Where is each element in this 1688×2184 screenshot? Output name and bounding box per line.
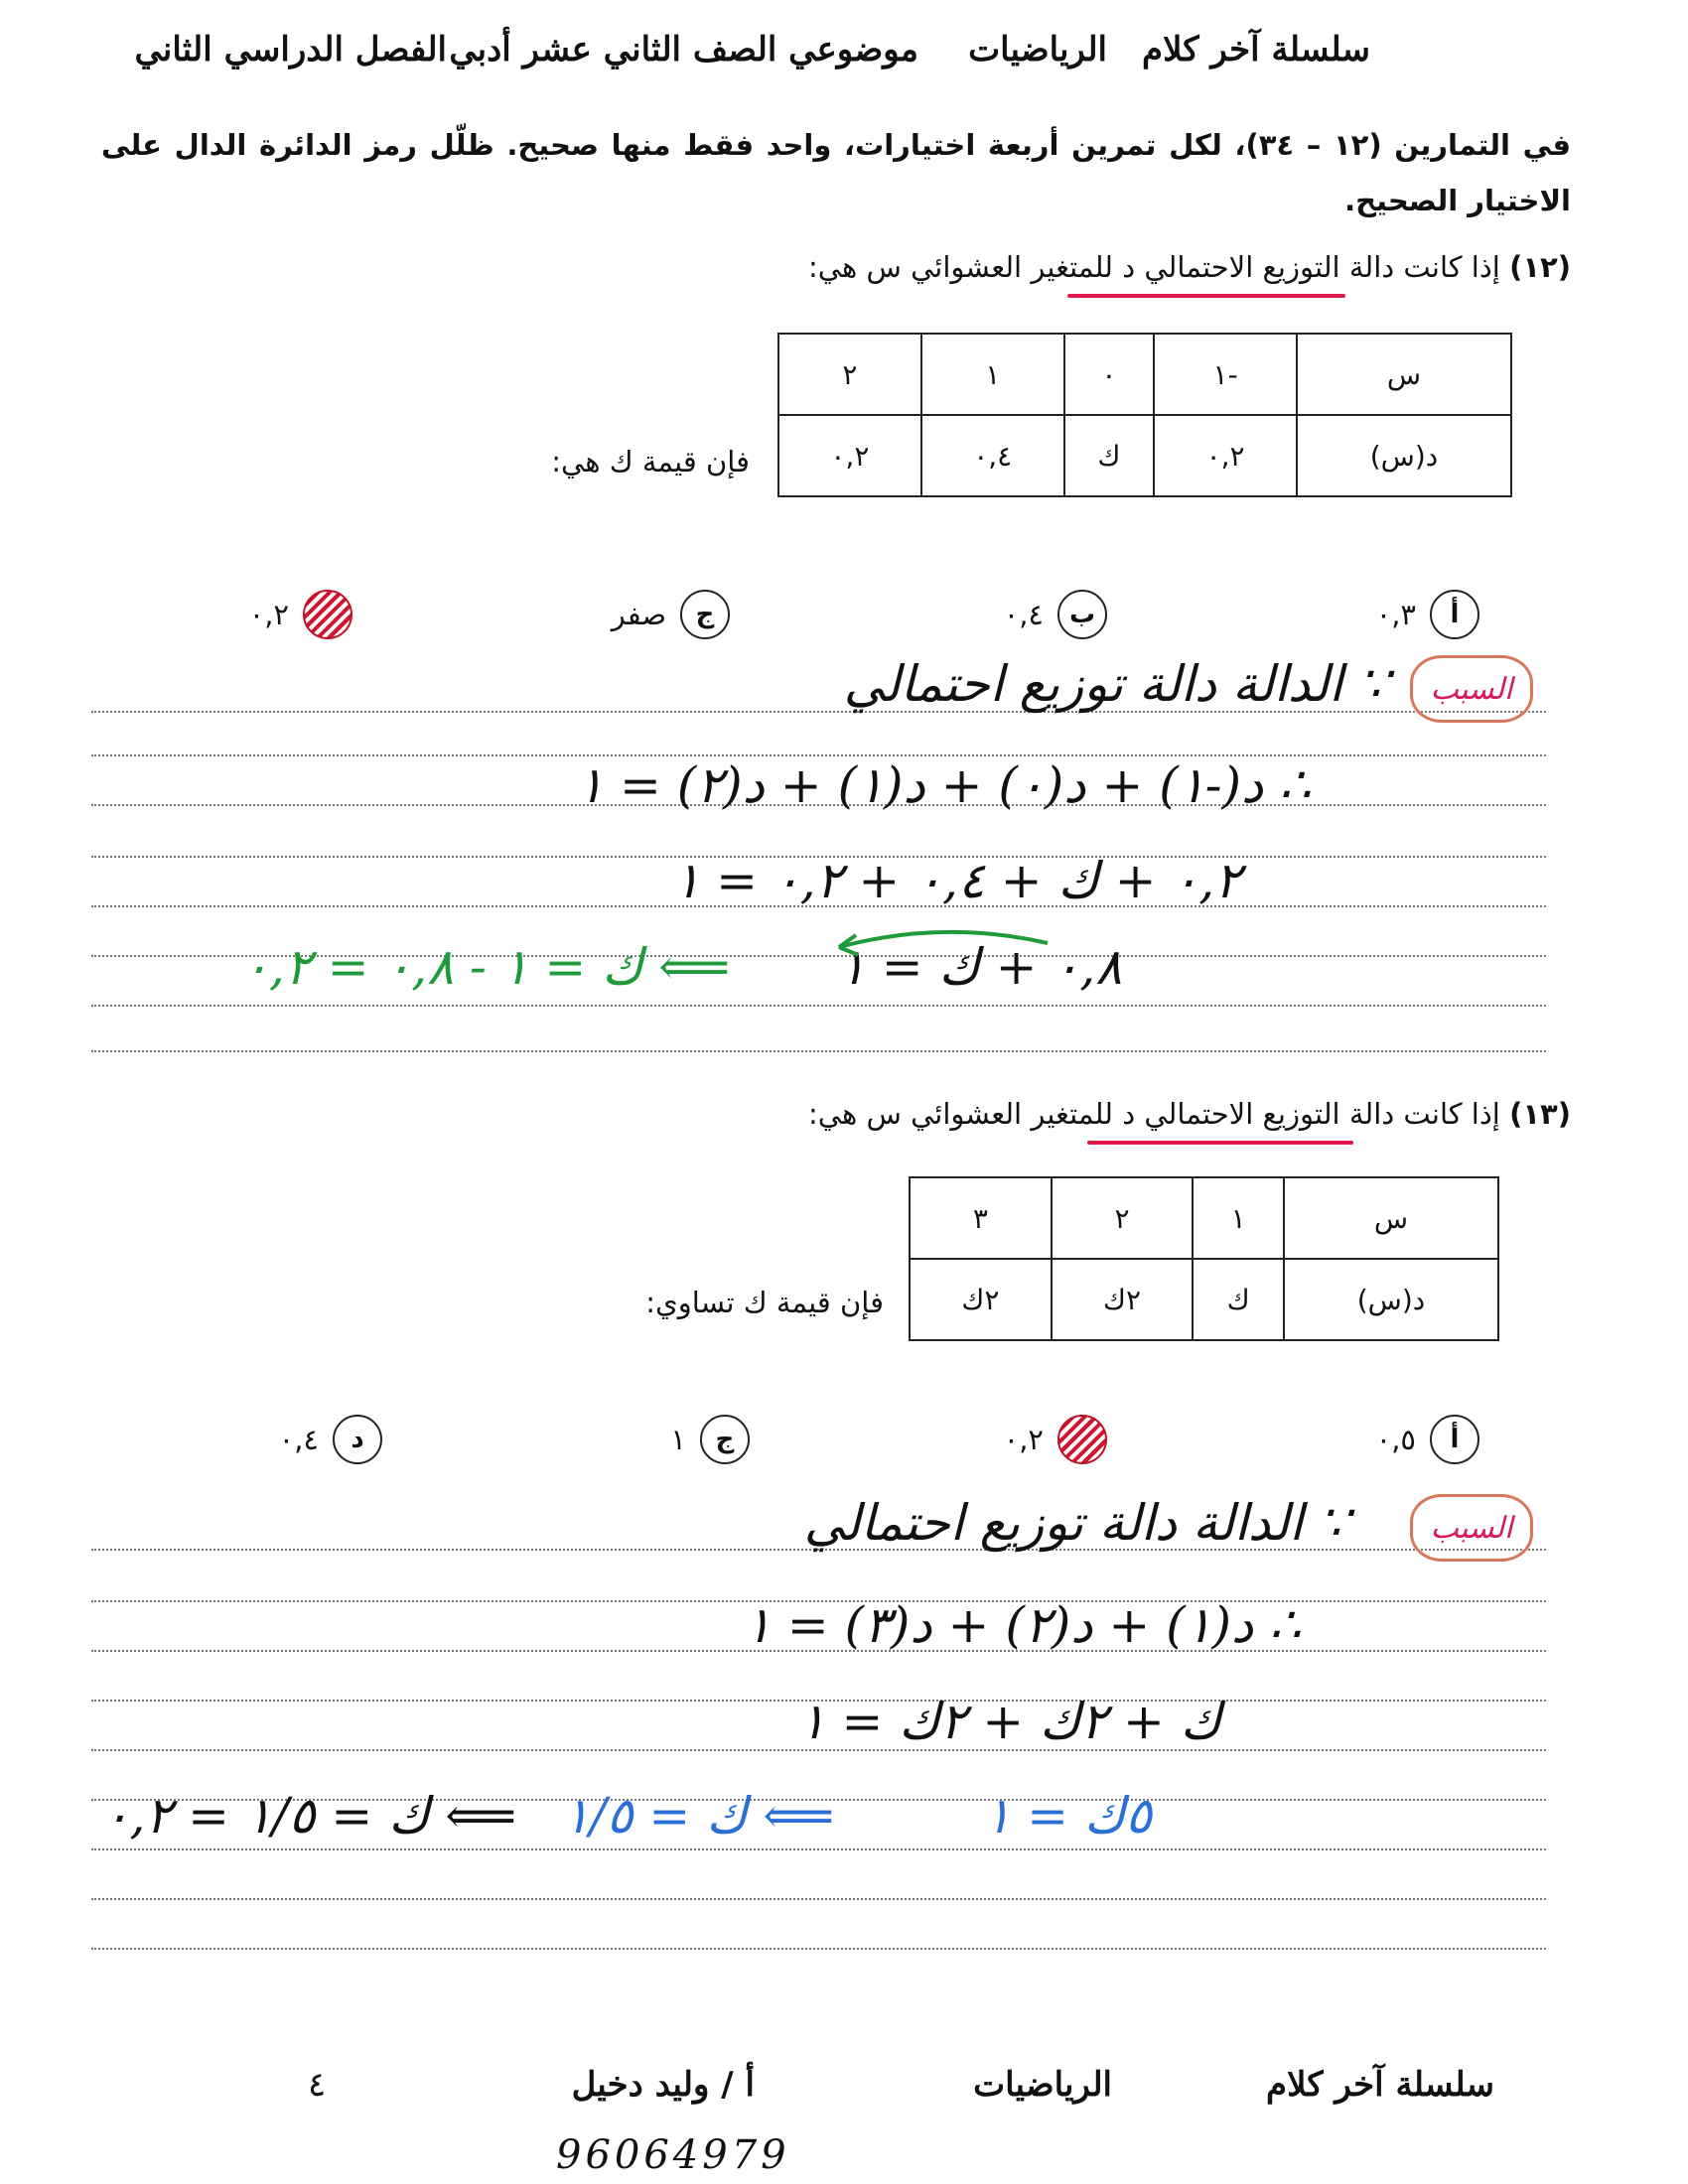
ruled-line [91,1898,1546,1900]
q13-stem [808,1097,1571,1131]
q12-number: (١٢) [1509,250,1571,284]
q12-cell: ٠,٢ [778,415,921,496]
header-subject: الرياضيات [968,30,1107,69]
q12-work-line-4: ٠,٨ + ك = ١ [838,938,1122,996]
footer-page-number: ٤ [308,2065,327,2105]
option-circle[interactable]: أ [1430,590,1479,639]
footer-subject: الرياضيات [973,2065,1112,2105]
q12-cell: -١ [1154,334,1297,415]
option-value: ٠,٣ [1375,598,1416,631]
header-term: الفصل الدراسي الثاني [134,30,447,69]
q12-cell: ٢ [778,334,921,415]
q13-cell: ٢ك [910,1259,1052,1340]
footer-phone: 96064979 [556,2132,790,2178]
option-value: ٠,٢ [1003,1423,1044,1456]
header-series: سلسلة آخر كلام [1142,30,1370,69]
option-value: ١ [670,1423,686,1456]
q12-stem [808,250,1571,284]
q13-row2-label: د(س) [1284,1259,1498,1340]
q13-work-line-3: ك + ٢ك + ٢ك = ١ [798,1693,1221,1750]
q12-after-text: فإن قيمة ك هي: [551,445,750,478]
q13-after-text: فإن قيمة ك تساوي: [645,1286,884,1319]
q13-work-line-4: ٥ك = ١ [984,1787,1152,1844]
ruled-line [91,1848,1546,1850]
q13-table [909,1176,1499,1341]
option-circle[interactable]: ب [1057,590,1107,639]
option-value: ٠,٢ [248,598,289,631]
q12-green-arrow [824,923,1053,963]
q13-text: إذا كانت دالة التوزيع الاحتمالي د للمتغير العشوائي س هي: [808,1097,1500,1131]
q13-red-underline [1087,1141,1353,1145]
q13-option-d[interactable] [279,1415,382,1464]
q13-option-c[interactable] [670,1415,750,1464]
ruled-line [91,1005,1546,1007]
q12-row1-label: س [1297,334,1511,415]
q12-work-line-2: ∴ د(-١) + د(٠) + د(١) + د(٢) = ١ [577,756,1311,814]
option-circle-shaded[interactable] [303,590,352,639]
q13-work-line-5: ⟸ ك = ١/٥ [562,1787,834,1844]
q12-cell: ٠,٢ [1154,415,1297,496]
q12-row2-label: د(س) [1297,415,1511,496]
q13-work-line-1: ∵ الدالة دالة توزيع احتمالي [803,1494,1350,1552]
option-circle[interactable]: ج [680,590,730,639]
q13-row1-label: س [1284,1177,1498,1259]
q13-cell: ٢ [1052,1177,1194,1259]
q12-option-b[interactable] [1004,590,1107,639]
option-circle-shaded[interactable] [1057,1415,1107,1464]
q13-reason-badge: السبب [1410,1494,1533,1562]
q13-cell: ١ [1193,1177,1284,1259]
q12-cell: ٠,٤ [921,415,1064,496]
option-circle[interactable]: أ [1430,1415,1479,1464]
ruled-line [91,1948,1546,1950]
q13-cell: ك [1193,1259,1284,1340]
option-value: ٠,٤ [1003,598,1044,631]
option-circle[interactable]: د [333,1415,382,1464]
q12-option-d-selected[interactable] [249,590,352,639]
q13-cell: ٣ [910,1177,1052,1259]
q12-reason-badge: السبب [1410,655,1533,723]
q13-number: (١٣) [1509,1097,1571,1131]
q12-work-line-1: ∵ الدالة دالة توزيع احتمالي [843,655,1390,713]
option-circle[interactable]: ج [700,1415,750,1464]
q12-red-underline [1067,294,1345,298]
q12-cell: ١ [921,334,1064,415]
option-value: صفر [611,598,666,631]
q12-work-line-5: ⟸ ك = ١ - ٠,٨ = ٠,٢ [242,938,730,996]
q13-option-b-selected[interactable] [1004,1415,1107,1464]
option-value: ٠,٤ [278,1423,319,1456]
instructions: في التمارين (١٢ – ٣٤)، لكل تمرين أربعة اختيارات، واحد فقط منها صحيح. ظلّل رمز الدائرة الدال على الاختيار الصحيح. [101,128,1571,217]
footer-teacher: أ / وليد دخيل [571,2065,755,2105]
q12-work-line-3: ٠,٢ + ك + ٠,٤ + ٠,٢ = ١ [673,852,1241,909]
q13-option-a[interactable] [1376,1415,1479,1464]
q12-table [777,333,1512,497]
q12-option-c[interactable] [612,590,730,639]
footer-series: سلسلة آخر كلام [1266,2065,1494,2105]
q12-cell: ٠ [1064,334,1155,415]
q12-cell: ك [1064,415,1155,496]
option-value: ٠,٥ [1375,1423,1416,1456]
header-topic: موضوعي الصف الثاني عشر أدبي [449,30,918,69]
q13-work-line-2: ∴ د(١) + د(٢) + د(٣) = ١ [744,1596,1301,1654]
ruled-line [91,1050,1546,1052]
q13-cell: ٢ك [1052,1259,1194,1340]
q12-option-a[interactable] [1376,590,1479,639]
q13-work-line-6: ⟸ ك = ١/٥ = ٠,٢ [102,1787,516,1844]
q12-text: إذا كانت دالة التوزيع الاحتمالي د للمتغير العشوائي س هي: [808,250,1500,284]
